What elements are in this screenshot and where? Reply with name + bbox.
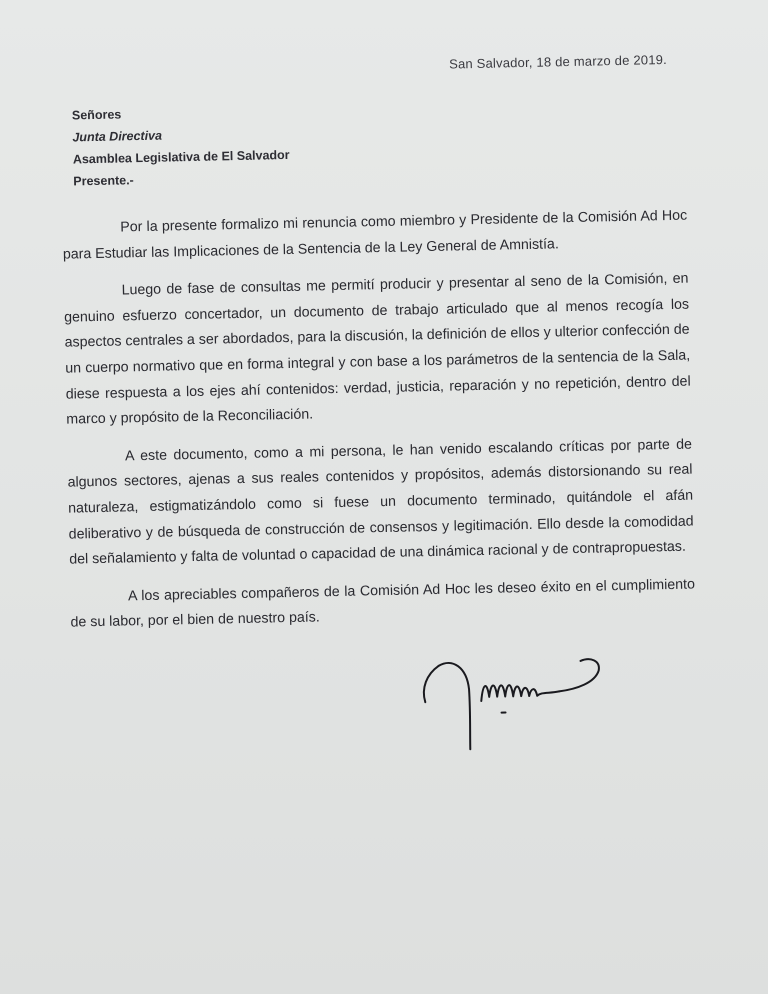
paragraph-farewell: A los apreciables compañeros de la Comisión Ad Hoc les deseo éxito en el cumplimiento de su labor, por el bien de nuestro país. (70, 576, 696, 631)
addressee-block (72, 100, 291, 193)
addressee-presente: Presente.- (73, 173, 134, 189)
signature-stroke (481, 684, 559, 701)
paragraph-resignation: Por la presente formalizo mi renuncia como miembro y Presidente de la Comisión Ad Hoc para Estudiar las Implicaciones de la Sentencia de la Ley General de Amnistía. (62, 207, 688, 263)
signature-stroke (423, 666, 439, 702)
letter-body (62, 204, 696, 649)
signature-stroke (438, 663, 470, 750)
paragraph-work-document: Luego de fase de consultas me permití producir y presentar al seno de la Comisión, en genuino esfuerzo concertador, un documento de trabajo articulado que al menos recogía los aspectos centrales a ser abordados, para la discusión, la definición de ellos y ulterior confección de un cuerpo normativo que en forma integral y con base a los parámetros de la sentencia de la Sala, diese respuesta a los ejes ahí contenidos: verdad, justicia, reparación y no repetición, dentro del marco y propósito de la Reconciliación. (64, 270, 691, 428)
letter-date: San Salvador, 18 de marzo de 2019. (448, 51, 668, 72)
signature-stroke (558, 659, 599, 691)
addressee-assembly: Asamblea Legislativa de El Salvador (72, 147, 290, 167)
paragraph-criticism: A este documento, como a mi persona, le han venido escalando críticas por parte de algunos sectores, ajenas a sus reales contenidos y propósitos, además distorsionando su real naturaleza, estigmatizándolo como si fuese un documento terminado, quitándole el afán deliberativo y de búsqueda de construcción de consensos y legitimación. Ello desde la comodidad del señalamiento y falta de voluntad o capacidad de una dinámica racional y de contrapropuestas. (67, 436, 694, 568)
handwritten-signature (408, 650, 620, 764)
addressee-salutation: Señores (71, 107, 122, 123)
addressee-board: Junta Directiva (72, 128, 163, 145)
